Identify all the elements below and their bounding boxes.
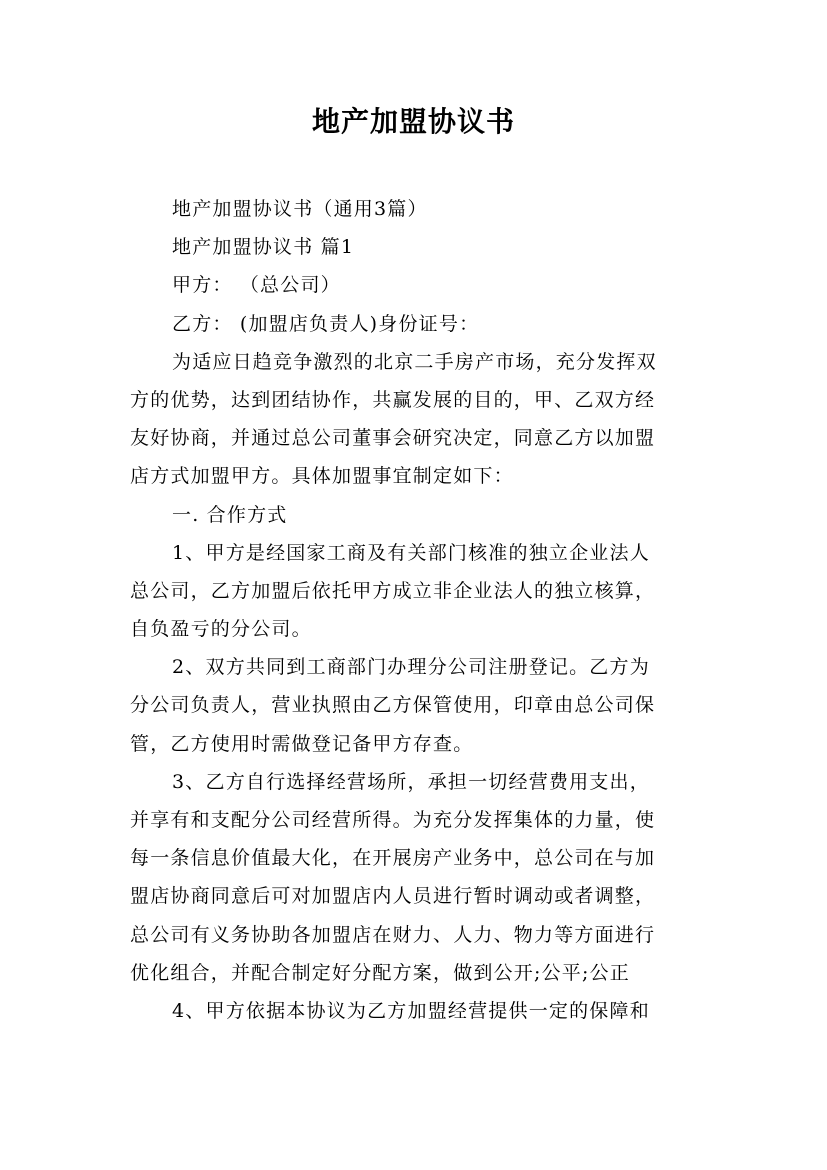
document-title: 地产加盟协议书	[311, 105, 515, 138]
document-line: 1、甲方是经国家工商及有关部门核准的独立企业法人	[172, 541, 650, 564]
document-line: 一. 合作方式	[172, 503, 288, 526]
document-line: 为适应日趋竞争激烈的北京二手房产市场，充分发挥双	[172, 350, 657, 373]
document-line: 总公司有义务协助各加盟店在财力、人力、物力等方面进行	[130, 923, 656, 946]
document-line: 管，乙方使用时需做登记备甲方存查。	[130, 732, 474, 755]
document-line: 乙方： (加盟店负责人)身份证号：	[172, 312, 480, 335]
document-line: 总公司，乙方加盟后依托甲方成立非企业法人的独立核算，	[130, 579, 656, 602]
document-line: 并享有和支配分公司经营所得。为充分发挥集体的力量，使	[130, 809, 656, 831]
document-line: 店方式加盟甲方。具体加盟事宜制定如下：	[130, 465, 514, 488]
document-line: 方的优势，达到团结协作，共赢发展的目的，甲、乙双方经	[130, 388, 656, 411]
document-line: 盟店协商同意后可对加盟店内人员进行暂时调动或者调整，	[130, 885, 656, 908]
document-line: 友好协商，并通过总公司董事会研究决定，同意乙方以加盟	[130, 427, 656, 450]
document-line: 4、甲方依据本协议为乙方加盟经营提供一定的保障和	[172, 999, 650, 1022]
document-line: 甲方： （总公司）	[172, 274, 341, 297]
document-line: 地产加盟协议书 篇1	[172, 236, 355, 259]
document-line: 每一条信息价值最大化，在开展房产业务中，总公司在与加	[130, 847, 656, 870]
document-line: 3、乙方自行选择经营场所，承担一切经营费用支出，	[172, 770, 650, 793]
document-line: 2、双方共同到工商部门办理分公司注册登记。乙方为	[172, 656, 650, 679]
document-body	[130, 190, 702, 1030]
document-line: 优化组合，并配合制定好分配方案，做到公开;公平;公正	[130, 961, 631, 984]
document-line: 分公司负责人，营业执照由乙方保管使用，印章由总公司保	[130, 694, 656, 717]
document-line: 地产加盟协议书（通用3篇）	[172, 198, 428, 220]
document-line: 自负盈亏的分公司。	[130, 618, 312, 641]
